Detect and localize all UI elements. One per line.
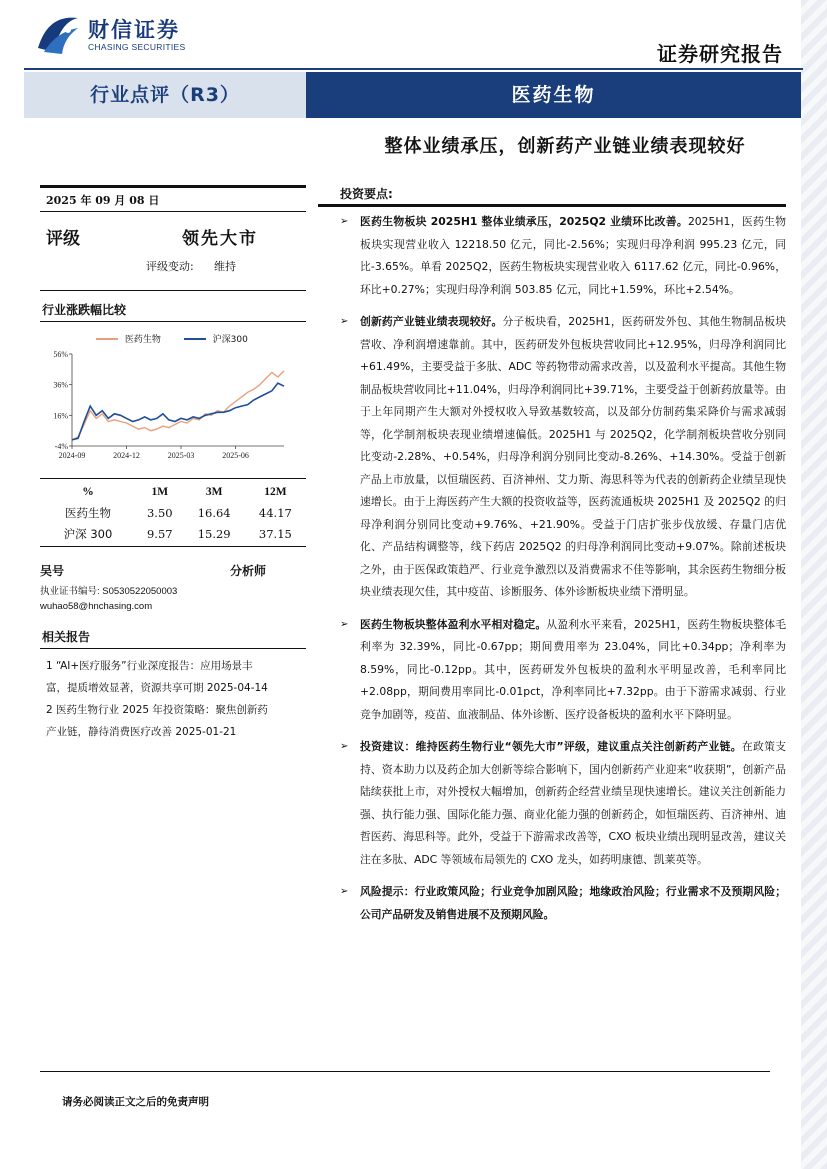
y-tick-label: -4% [54,442,68,451]
divider [40,211,306,212]
related-report-line[interactable]: 富，提质增效显著，资源共享可期 2025-04-14 [46,682,268,694]
analyst-name: 吴号 [40,564,65,578]
legend-swatch-hs300 [184,338,206,340]
footer-disclaimer[interactable]: 请务必阅读正文之后的免责声明 [62,1096,209,1108]
logo-text-en: CHASING SECURITIES [88,42,186,52]
arrow-bullet-icon: ➢ [340,886,349,897]
key-point-lead: 风险提示：行业政策风险；行业竞争加剧风险；地缘政治风险；行业需求不及预期风险；公司产品研发及销售进展不及预期风险。 [360,885,786,921]
performance-table [40,481,306,544]
table-cell: 44.17 [258,505,292,520]
analyst-cert: 执业证书编号: S0530522050003 [40,586,178,597]
analyst-role: 分析师 [230,564,267,578]
report-title: 整体业绩承压，创新药产业链业绩表现较好 [384,136,746,157]
key-point-text: 从盈利水平来看，2025H1，医药生物板块整体毛利率为 32.39%，同比-0.67pp；期间费用率为 23.04%，同比+0.34pp；净利率为 8.59%，同比-0.12pp。其中，医药研发外包板块的盈利水平明显改善，毛利率同比+2.08pp，期间费用率同比-0.01pct，净利率同比+7.32pp。由于下游需求减弱、行业竞争加剧等，疫苗、血液制品、体外诊断、医疗设备板块的盈利水平下降明显。 [360,617,787,721]
key-point [318,211,786,301]
performance-chart [40,348,306,468]
rating-value: 领先大市 [182,229,258,249]
x-tick-label: 2025-06 [222,451,249,460]
table-header-cell: 3M [205,485,223,498]
x-tick-label: 2025-03 [167,451,195,460]
key-point [318,881,786,926]
table-cell: 3.50 [146,505,173,520]
arrow-bullet-icon: ➢ [340,741,349,752]
table-cell: 沪深 300 [63,526,113,541]
divider [318,204,786,207]
rating-row [40,224,306,250]
key-point-lead: 投资建议：维持医药生物行业“领先大市”评级，建议重点关注创新药产业链。 [360,740,742,753]
key-point [318,311,786,604]
key-point-lead: 创新药产业链业绩表现较好。 [360,315,503,328]
company-logo [34,12,82,56]
divider [40,478,306,479]
table-header-cell: 1M [151,485,169,498]
table-header-cell: 12M [264,485,287,498]
rating-label: 评级 [46,229,80,249]
y-tick-label: 56% [53,350,68,359]
legend-label-hs300: 沪深300 [212,335,248,345]
divider [40,648,306,649]
header-rule [24,68,803,70]
y-tick-label: 36% [53,380,68,390]
related-report-line[interactable]: 产业链，静待消费医疗改善 2025-01-21 [46,726,237,738]
analyst-email[interactable]: wuhao58@hnchasing.com [40,601,153,612]
key-point-lead: 医药生物板块 2025H1 整体业绩承压，2025Q2 业绩环比改善。 [360,215,688,228]
table-row [40,502,306,523]
logo-text-cn: 财信证券 [88,18,180,42]
industry-name: 医药生物 [511,84,596,106]
key-points-section [318,185,786,936]
arrow-bullet-icon: ➢ [340,316,349,327]
y-tick-label: 16% [53,411,68,421]
table-header-row [40,481,306,502]
legend-label-healthcare: 医药生物 [124,335,161,345]
arrow-bullet-icon: ➢ [340,216,349,227]
key-point-text: 在政策支持、资本助力以及药企加大创新等综合影响下，国内创新药产业迎来“收获期”，创新产品陆续获批上市，对外授权大幅增加，创新药企经营业绩呈现快速增长。建议关注创新能力强、执行能力强、国际化能力强、商业化能力强的创新药企，如恒瑞医药、百济神州、迪哲医药、海思科等。此外，受益于下游需求改善等，CXO 板块业绩出现明显改善，建议关注在多肽、ADC 等领域布局领先的 CXO 龙头，如药明康德、凯莱英等。 [360,740,786,866]
related-report-line[interactable]: 2 医药生物行业 2025 年投资策略：聚焦创新药 [46,704,268,716]
table-cell: 37.15 [258,526,292,541]
table-row [40,523,306,544]
arrow-bullet-icon: ➢ [340,618,349,630]
key-point-lead: 医药生物板块整体盈利水平相对稳定。 [360,617,547,631]
x-tick-label: 2024-12 [113,451,140,460]
analyst-block [40,562,306,612]
x-tick-label: 2024-09 [58,451,86,460]
table-cell: 医药生物 [65,505,111,520]
divider [40,321,306,322]
table-cell: 15.29 [197,526,231,541]
related-reports-title: 相关报告 [42,630,91,644]
table-header-cell: % [82,485,94,498]
related-report-line[interactable]: 1 “AI+医疗服务”行业深度报告：应用场景丰 [46,660,253,672]
divider [40,546,306,547]
table-cell: 16.64 [197,505,231,520]
rating-change-label: 评级变动: [146,260,194,273]
side-decoration-stripe [801,0,827,1169]
key-points-title: 投资要点: [340,187,393,201]
footer-rule [40,1071,770,1072]
left-sidebar [40,185,306,322]
report-category: 行业点评（R3） [90,84,240,106]
key-point-text: 分子板块看，2025H1，医药研发外包、其他生物制品板块营收、净利润增速靠前。其中，医药研发外包板块营收同比+12.95%，归母净利润同比+61.49%，主要受益于多肽、ADC 等药物带动需求改善，以及盈利水平提高。其他生物制品板块营收同比+11.04%，归母净利润同比+39.71%，主要受益于创新药放量等。由于上年同期产生大额对外授权收入导致基数较高，以及部分仿制药集采降价与需求减弱等，化学制剂板块表现业绩增速偏低。2025H1 与 2025Q2，化学制剂板块营收分别同比变动-2.28%、+0.54%，归母净利润分别同比变动-8.26%、+14.30%。受益于创新产品上市放量，以恒瑞医药、百济神州、艾力斯、海思科等为代表的创新药企业绩呈现快速增长。由于上海医药产生大额的投资收益等，医药流通板块 2025H1 及 2025Q2 的归母净利润分别同比变动+9.76%、+21.90%。受益于门店扩张步伐放缓、存量门店优化、产品结构调整等，线下药店 2025Q2 的归母净利润同比变动+9.07%。除前述板块之外，由于医保政策趋严、行业竞争激烈以及消费需求不佳等影响，其余医药生物细分板块业绩表现欠佳，其中疫苗、诊断服务、体外诊断板块业绩下滑明显。 [360,315,786,598]
chart-legend [96,332,248,345]
rating-change-value: 维持 [214,260,236,273]
series-line-hs300 [72,383,284,440]
report-date: 2025 年 09 月 08 日 [46,194,160,207]
key-point [318,614,786,727]
rating-change-row [40,258,306,276]
perf-chart-title: 行业涨跌幅比较 [42,303,127,317]
related-reports-list [40,655,306,743]
report-type: 证券研究报告 [657,42,783,66]
key-point-text: 2025H1，医药生物板块实现营业收入 12218.50 亿元，同比-2.56%；实现归母净利润 995.23 亿元，同比-3.65%。单看 2025Q2，医药生物板块实现营业收入 6117.62 亿元，同比-0.96%，环比+0.27%；实现归母净利润 503.85 亿元，同比+1.59%，环比+2.54%。 [360,215,786,296]
divider [40,185,306,188]
key-point [318,736,786,871]
legend-swatch-healthcare [96,338,118,340]
table-cell: 9.57 [146,526,173,541]
series-line-healthcare [72,371,284,440]
